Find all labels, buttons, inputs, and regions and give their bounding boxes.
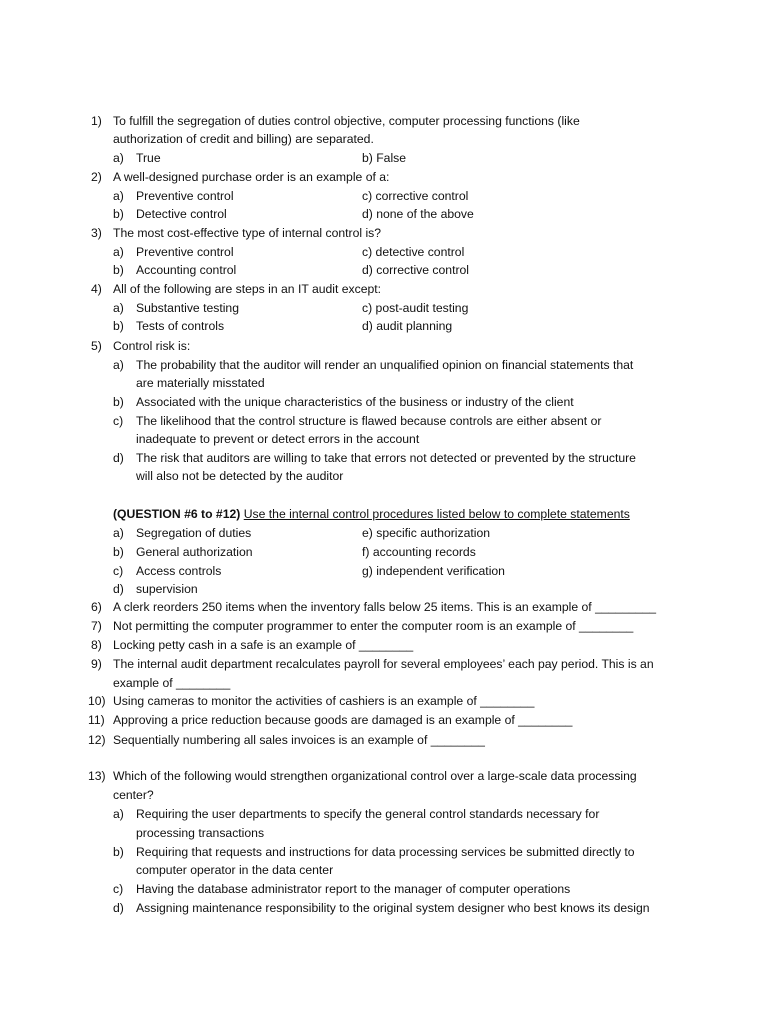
question-number: 2) <box>91 170 102 184</box>
option-text: computer operator in the data center <box>136 863 334 877</box>
option-text: b) False <box>362 151 407 165</box>
question-text: To fulfill the segregation of duties control objective, computer processing functions (like <box>113 114 580 128</box>
question-text: Which of the following would strengthen organizational control over a large-scale data processing <box>113 769 637 783</box>
option-text: d) audit planning <box>362 319 453 333</box>
procedure-text: General authorization <box>136 545 253 559</box>
option-label: b) <box>113 319 124 333</box>
question-number: 12) <box>88 733 106 747</box>
option-label: a) <box>113 358 124 372</box>
option-label: c) <box>113 882 124 896</box>
option-label: d) <box>113 451 124 465</box>
option-text: The probability that the auditor will render an unqualified opinion on financial statements that <box>136 358 634 372</box>
question-text: A clerk reorders 250 items when the inventory falls below 25 items. This is an example of _________ <box>113 600 657 614</box>
option-text: Having the database administrator report to the manager of computer operations <box>136 882 571 896</box>
question-number: 8) <box>91 638 102 652</box>
question-text: authorization of credit and billing) are separated. <box>113 132 374 146</box>
option-text: will also not be detected by the auditor <box>136 469 344 483</box>
option-text: processing transactions <box>136 826 265 840</box>
option-text: Associated with the unique characteristics of the business or industry of the client <box>136 395 574 409</box>
question-text: Approving a price reduction because goods are damaged is an example of ________ <box>113 713 573 727</box>
option-label: b) <box>113 845 124 859</box>
option-text: Accounting control <box>136 263 237 277</box>
question-text: The internal audit department recalculates payroll for several employees’ each pay period. This is an <box>113 657 654 671</box>
option-label: a) <box>113 189 124 203</box>
option-label: b) <box>113 395 124 409</box>
procedure-text: Segregation of duties <box>136 526 252 540</box>
option-text: The risk that auditors are willing to take that errors not detected or prevented by the structure <box>136 451 636 465</box>
option-label: a) <box>113 301 124 315</box>
option-text: Preventive control <box>136 245 234 259</box>
option-text: c) detective control <box>362 245 465 259</box>
question-number: 10) <box>88 694 106 708</box>
question-text: Using cameras to monitor the activities of cashiers is an example of ________ <box>113 694 535 708</box>
option-text: inadequate to prevent or detect errors in the account <box>136 432 420 446</box>
option-text: are materially misstated <box>136 376 265 390</box>
question-number: 6) <box>91 600 102 614</box>
question-number: 3) <box>91 226 102 240</box>
option-label: a) <box>113 151 124 165</box>
procedure-text: g) independent verification <box>362 564 505 578</box>
option-text: Requiring the user departments to specify the general control standards necessary for <box>136 807 600 821</box>
question-text: The most cost-effective type of internal control is? <box>113 226 382 240</box>
question-text: example of ________ <box>113 676 231 690</box>
question-number: 5) <box>91 339 102 353</box>
option-text: d) corrective control <box>362 263 470 277</box>
option-text: The likelihood that the control structure is flawed because controls are either absent or <box>136 414 602 428</box>
option-text: Tests of controls <box>136 319 225 333</box>
procedure-label: d) <box>113 582 124 596</box>
option-label: c) <box>113 414 124 428</box>
option-text: Requiring that requests and instructions for data processing services be submitted directly to <box>136 845 635 859</box>
question-number: 7) <box>91 619 102 633</box>
question-text: All of the following are steps in an IT audit except: <box>113 282 382 296</box>
option-text: c) post-audit testing <box>362 301 469 315</box>
option-label: d) <box>113 901 124 915</box>
procedure-label: b) <box>113 545 124 559</box>
procedure-text: supervision <box>136 582 198 596</box>
option-text: Substantive testing <box>136 301 239 315</box>
question-number: 13) <box>88 769 106 783</box>
procedure-text: Access controls <box>136 564 222 578</box>
option-text: d) none of the above <box>362 207 474 221</box>
option-text: Detective control <box>136 207 227 221</box>
section-heading-bold: (QUESTION #6 to #12) <box>113 507 241 521</box>
procedure-label: c) <box>113 564 124 578</box>
procedure-label: a) <box>113 526 124 540</box>
procedure-text: e) specific authorization <box>362 526 491 540</box>
section-heading <box>113 505 630 523</box>
procedure-text: f) accounting records <box>362 545 476 559</box>
question-text: Locking petty cash in a safe is an example of ________ <box>113 638 414 652</box>
question-text: center? <box>113 788 154 802</box>
option-label: a) <box>113 245 124 259</box>
option-label: a) <box>113 807 124 821</box>
question-text: Sequentially numbering all sales invoices is an example of ________ <box>113 733 485 747</box>
question-text: Not permitting the computer programmer to enter the computer room is an example of ________ <box>113 619 634 633</box>
section-heading-instruction: Use the internal control procedures listed below to complete statements <box>243 507 630 521</box>
question-text: A well-designed purchase order is an example of a: <box>113 170 390 184</box>
question-number: 9) <box>91 657 102 671</box>
option-text: Assigning maintenance responsibility to the original system designer who best knows its design <box>136 901 650 915</box>
option-label: b) <box>113 207 124 221</box>
option-text: True <box>136 151 161 165</box>
option-text: c) corrective control <box>362 189 469 203</box>
option-label: b) <box>113 263 124 277</box>
option-text: Preventive control <box>136 189 234 203</box>
question-text: Control risk is: <box>113 339 191 353</box>
question-number: 4) <box>91 282 102 296</box>
question-number: 1) <box>91 114 102 128</box>
question-number: 11) <box>88 713 105 727</box>
